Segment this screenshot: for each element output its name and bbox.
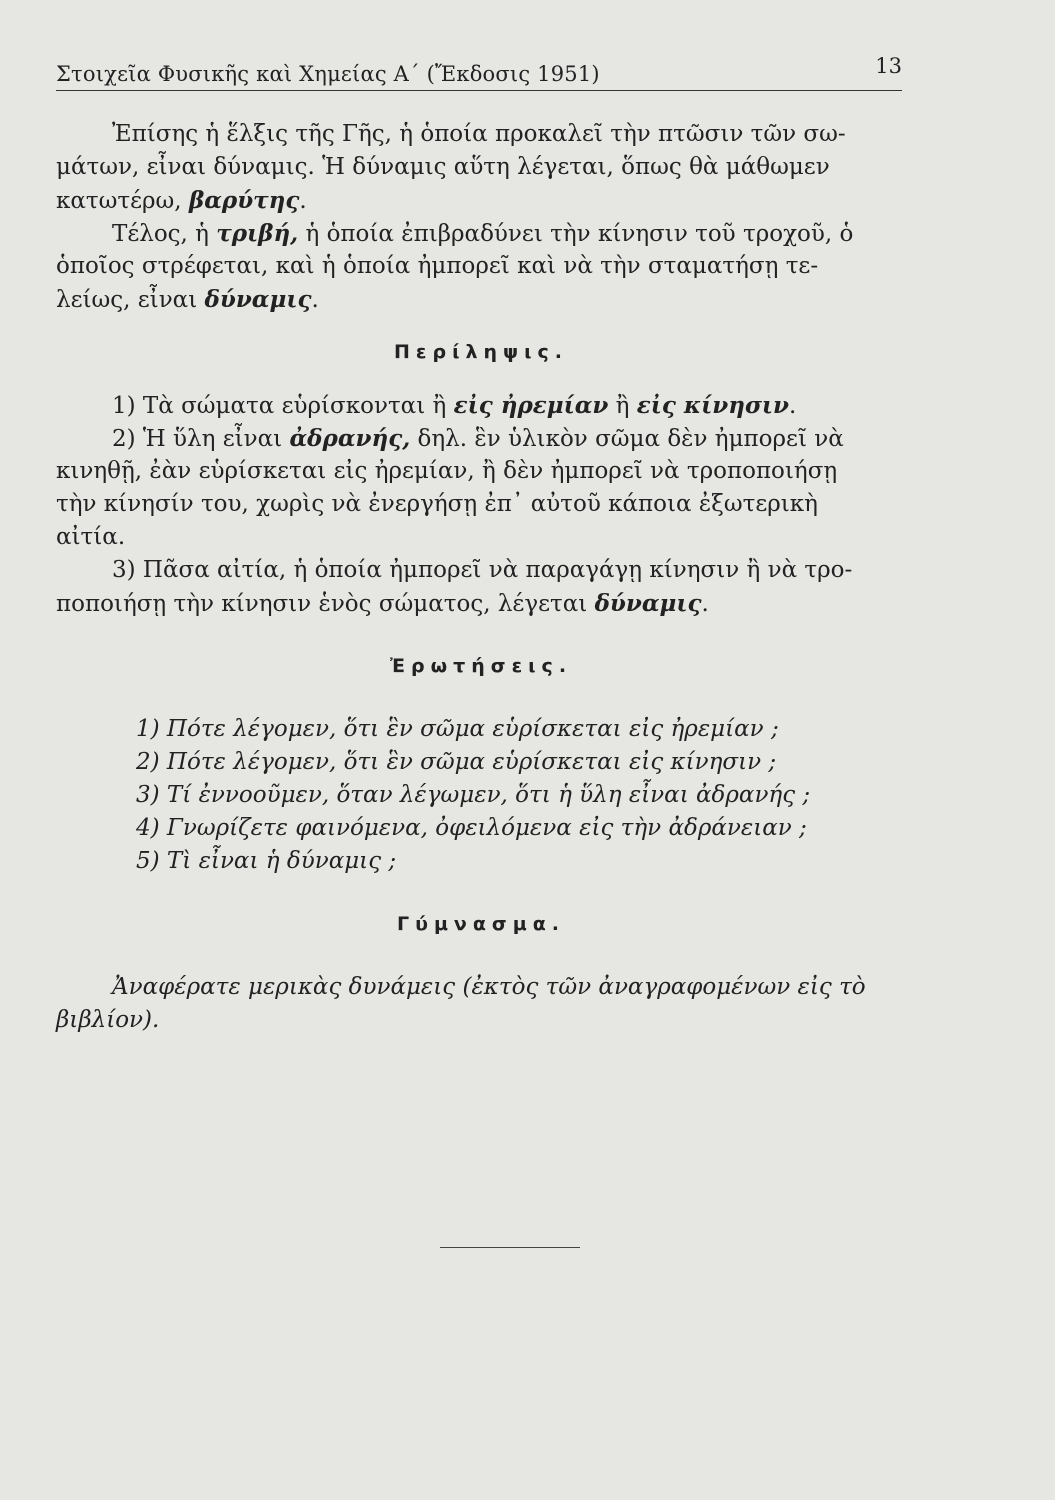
exercise-line: βιβλίον). xyxy=(56,1007,160,1033)
term-dynamis: δύναμις xyxy=(204,286,312,313)
page-body xyxy=(56,118,906,1037)
summary-line xyxy=(56,587,906,620)
text: δηλ. ἓν ὑλικὸν σῶμα δὲν ἠμπορεῖ νὰ xyxy=(410,426,844,452)
question-item: 3) Τί ἐννοοῦμεν, ὅταν λέγωμεν, ὅτι ἡ ὕλη εἶναι ἀδρανής ; xyxy=(136,782,811,808)
term-tribi: τριβή, xyxy=(216,220,299,247)
paragraph-line xyxy=(56,217,906,250)
text: ποποιήσῃ τὴν κίνησιν ἑνὸς σώματος, λέγεται xyxy=(56,591,595,617)
text: . xyxy=(311,287,319,313)
question-item: 4) Γνωρίζετε φαινόμενα, ὀφειλόμενα εἰς τὴν ἀδράνειαν ; xyxy=(136,815,807,841)
paragraph-line xyxy=(56,184,906,217)
summary-line: αἰτία. xyxy=(56,524,126,550)
text: ἢ xyxy=(608,393,637,419)
exercise-line: Ἀναφέρατε μερικὰς δυνάμεις (ἐκτὸς τῶν ἀναγραφομένων εἰς τὸ xyxy=(112,974,866,1000)
end-rule xyxy=(440,1247,580,1248)
text: . xyxy=(299,188,307,214)
running-title: Στοιχεῖα Φυσικῆς καὶ Χημείας Α΄ (Ἔκδοσις 1951) xyxy=(56,62,600,86)
summary-heading: Περίληψις. xyxy=(394,341,568,363)
paragraph-line: μάτων, εἶναι δύναμις. Ἡ δύναμις αὕτη λέγεται, ὅπως θὰ μάθωμεν xyxy=(56,154,830,180)
text: Τέλος, ἡ xyxy=(112,221,217,247)
text: ἡ ὁποία ἐπιβραδύνει τὴν κίνησιν τοῦ τροχοῦ, ὁ xyxy=(298,221,854,247)
summary-line: τὴν κίνησίν του, χωρὶς νὰ ἐνεργήσῃ ἐπ᾽ αὐτοῦ κάποια ἐξωτερικὴ xyxy=(56,491,818,517)
text: κατωτέρω, xyxy=(56,188,189,214)
paragraph-line: Ἐπίσης ἡ ἕλξις τῆς Γῆς, ἡ ὁποία προκαλεῖ τὴν πτῶσιν τῶν σω- xyxy=(112,121,846,147)
question-item: 1) Πότε λέγομεν, ὅτι ἓν σῶμα εὑρίσκεται εἰς ἠρεμίαν ; xyxy=(136,716,779,742)
term: ἀδρανής, xyxy=(289,425,411,452)
exercise-heading: Γύμνασμα. xyxy=(397,913,565,935)
page-number: 13 xyxy=(875,54,902,78)
term: εἰς κίνησιν xyxy=(636,392,789,419)
text: . xyxy=(789,393,797,419)
text: λείως, εἶναι xyxy=(56,287,205,313)
summary-item xyxy=(56,422,906,455)
paragraph-line xyxy=(56,283,906,316)
summary-item xyxy=(56,389,906,422)
summary-item: 3) Πᾶσα αἰτία, ἡ ὁποία ἠμπορεῖ νὰ παραγάγῃ κίνησιν ἢ νὰ τρο- xyxy=(112,557,853,583)
term-baryties: βαρύτης xyxy=(188,187,300,214)
summary-line: κινηθῇ, ἐὰν εὑρίσκεται εἰς ἠρεμίαν, ἢ δὲν ἠμπορεῖ νὰ τροποποιήσῃ xyxy=(56,458,838,484)
term: εἰς ἠρεμίαν xyxy=(453,392,609,419)
text: 2) Ἡ ὕλη εἶναι xyxy=(112,426,290,452)
question-item: 5) Τὶ εἶναι ἡ δύναμις ; xyxy=(136,848,397,874)
questions-heading: Ἐρωτήσεις. xyxy=(389,655,573,677)
text: . xyxy=(701,591,709,617)
term: δύναμις xyxy=(594,590,702,617)
paragraph-line: ὁποῖος στρέφεται, καὶ ἡ ὁποία ἠμπορεῖ καὶ νὰ τὴν σταματήσῃ τε- xyxy=(56,253,819,279)
running-header xyxy=(56,50,902,91)
text: 1) Τὰ σώματα εὑρίσκονται ἢ xyxy=(112,393,454,419)
question-item: 2) Πότε λέγομεν, ὅτι ἓν σῶμα εὑρίσκεται εἰς κίνησιν ; xyxy=(136,749,777,775)
